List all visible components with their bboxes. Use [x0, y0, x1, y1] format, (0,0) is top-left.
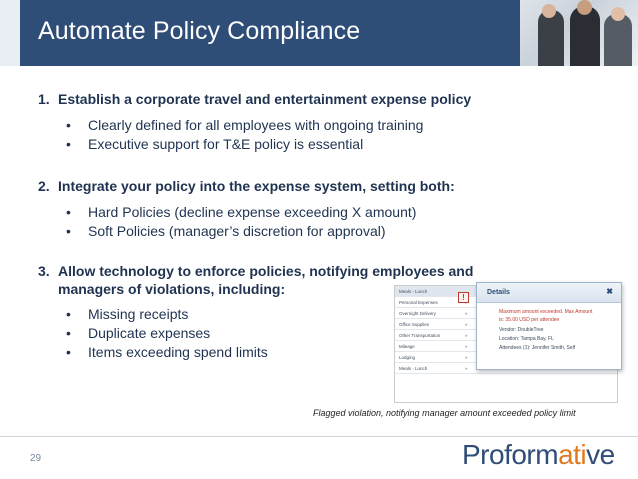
- details-line: Vendor: DoubleTree: [499, 327, 544, 333]
- bullet-item: • Duplicate expenses: [66, 324, 268, 343]
- page-title: Automate Policy Compliance: [38, 17, 361, 45]
- person-head: [577, 0, 592, 15]
- numbered-item-1: [38, 90, 471, 108]
- details-header: [477, 283, 621, 303]
- title-bar: [0, 0, 638, 66]
- expense-category: Office Supplies: [399, 322, 430, 327]
- expand-chevron-icon: »: [465, 355, 468, 360]
- expense-category: Meals - Lunch: [399, 366, 428, 371]
- expand-chevron-icon: »: [465, 344, 468, 349]
- title-left-strip: [0, 0, 20, 66]
- details-line: Attendees (1): Jennifer Smith, Self: [499, 345, 576, 351]
- person-silhouette: [604, 14, 632, 66]
- details-title: Details: [487, 289, 510, 296]
- bullet-item: • Soft Policies (manager’s discretion for approval): [66, 222, 416, 241]
- bullet-item: • Missing receipts: [66, 305, 268, 324]
- page-number: 29: [30, 453, 42, 464]
- business-people-photo: [520, 0, 638, 66]
- expense-category: Lodging: [399, 355, 416, 360]
- close-icon: ✖: [606, 287, 613, 296]
- bullet-item: • Executive support for T&E policy is essential: [66, 135, 423, 154]
- expand-chevron-icon: »: [465, 366, 468, 371]
- item-number: 2.: [38, 178, 50, 194]
- expense-category: Mileage: [399, 344, 415, 349]
- item-text: Establish a corporate travel and entertainment expense policy: [58, 91, 472, 107]
- logo-text-part2: ve: [586, 439, 615, 470]
- person-head: [611, 7, 625, 21]
- item-text-line2: managers of violations, including:: [58, 281, 286, 297]
- details-line: is: 35.00 USD per attendee: [499, 317, 560, 323]
- bullet-item: • Items exceeding spend limits: [66, 343, 268, 362]
- expand-chevron-icon: »: [465, 311, 468, 316]
- item-text-line1: Allow technology to enforce policies, notifying employees and: [58, 263, 474, 279]
- screenshot-caption: Flagged violation, notifying manager amount exceeded policy limit: [313, 408, 576, 418]
- numbered-item-2: [38, 177, 455, 195]
- item-number: 3.: [38, 263, 50, 279]
- expense-category: Personal Expenses: [399, 300, 438, 305]
- logo-text-accent: ati: [558, 439, 587, 470]
- person-head: [542, 4, 556, 18]
- expand-chevron-icon: »: [465, 322, 468, 327]
- logo-text-part1: Proform: [462, 439, 559, 470]
- bullet-item: • Hard Policies (decline expense exceeding X amount): [66, 203, 416, 222]
- person-silhouette: [570, 6, 600, 66]
- expense-category: Overnight Delivery: [399, 311, 437, 316]
- violation-warning-icon: !: [458, 292, 469, 303]
- details-line: Location: Tampa Bay, FL: [499, 336, 554, 342]
- footer-divider: [0, 436, 638, 437]
- bullet-list-1: [66, 116, 423, 154]
- details-popup: [476, 282, 622, 370]
- bullet-item: • Clearly defined for all employees with ongoing training: [66, 116, 423, 135]
- expense-category: Other Transportation: [399, 333, 441, 338]
- expand-chevron-icon: »: [465, 333, 468, 338]
- expense-category: Meals - Lunch: [399, 289, 428, 294]
- person-silhouette: [538, 10, 564, 66]
- proformative-logo: [462, 439, 615, 471]
- item-number: 1.: [38, 91, 50, 107]
- item-text: Integrate your policy into the expense system, setting both:: [58, 178, 455, 194]
- details-line: Maximum amount exceeded. Max Amount: [499, 309, 593, 315]
- bullet-list-2: [66, 203, 416, 241]
- bullet-list-3: [66, 305, 268, 362]
